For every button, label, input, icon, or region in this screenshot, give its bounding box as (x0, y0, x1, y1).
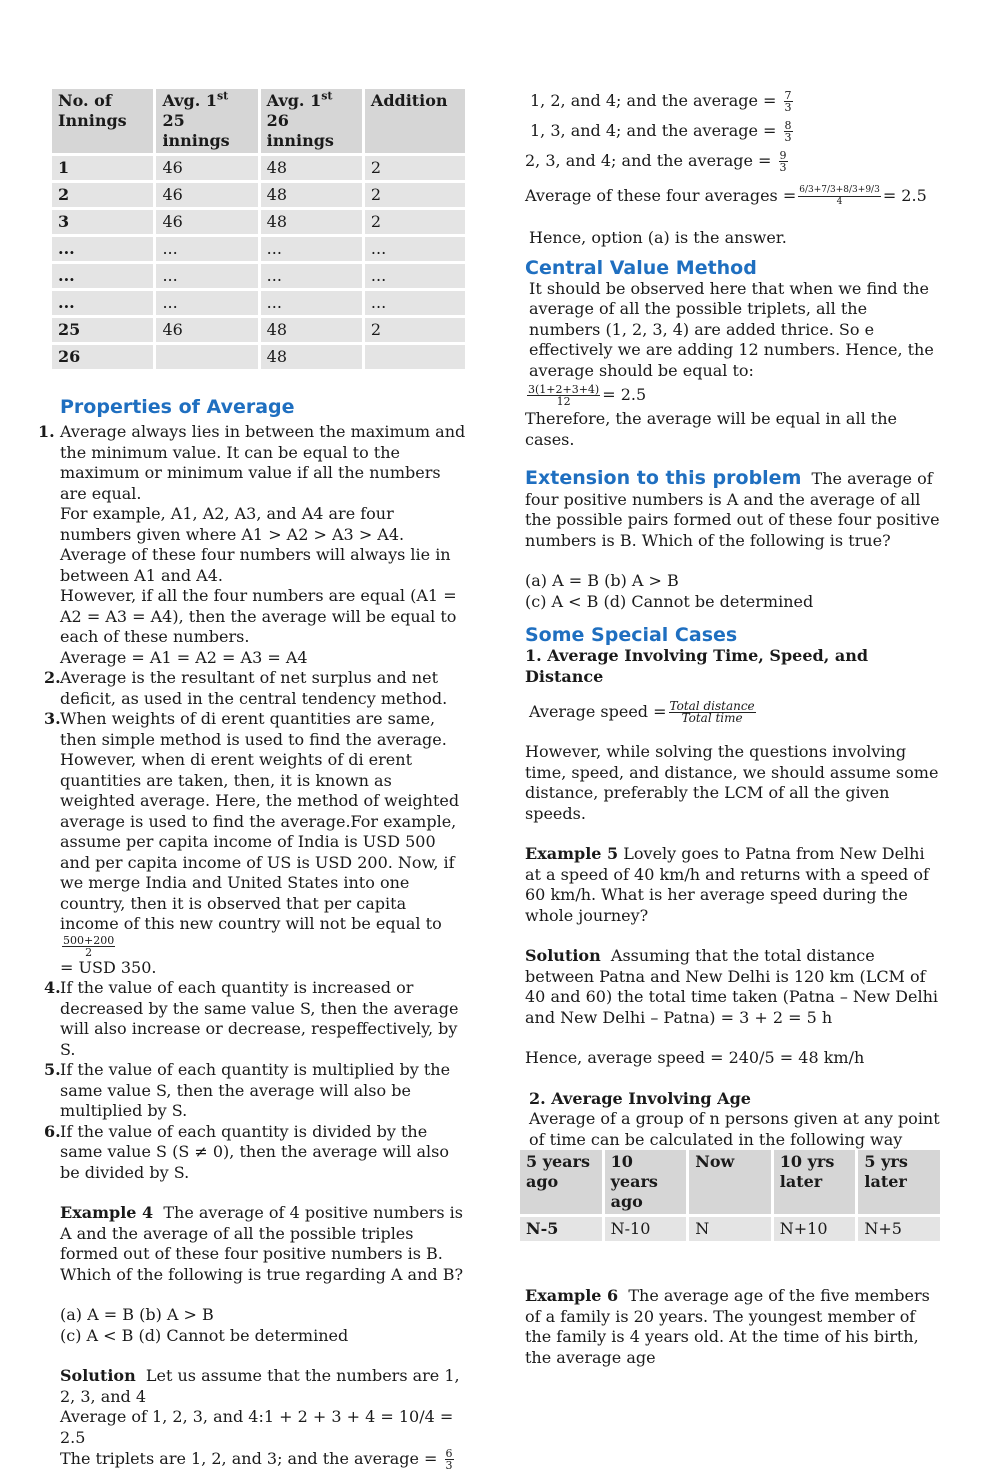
age-cell: N (689, 1217, 771, 1241)
age-cell: N+5 (858, 1217, 940, 1241)
table-cell: ... (156, 291, 257, 315)
property-1-between: Average of these four numbers will always lie in between A1 and A4. (60, 545, 451, 585)
table-row (52, 264, 465, 288)
example-5-solution: Solution Assuming that the total distance between Patna and New Delhi is 120 km (LCM of 40 and 60) the total time taken (Patna – New Delhi and New Delhi – Patna) = 3 + 2 = 5 h (525, 946, 938, 1027)
age-header-5-ago: 5 years ago (520, 1150, 602, 1214)
table-row (52, 237, 465, 261)
table-cell: 48 (261, 210, 362, 234)
speed-fraction: $\frac{\text{Total distance}}{\text{Total time}}$ (669, 699, 755, 725)
property-5: 5. If the value of each quantity is multiplied by the same value S, then the average will also be multiplied by S. (44, 1060, 451, 1120)
age-table-header (520, 1150, 940, 1214)
table-cell: 48 (261, 345, 362, 369)
property-2: 2. Average is the resultant of net surplus and net deficit, as used in the central tendency method. (44, 668, 448, 708)
weighted-fraction: $\frac{500+200}{2}$ (63, 933, 115, 959)
average-speed-formula: Average speed = $\frac{\text{Total distance}}{\text{Total time}}$ (529, 699, 755, 725)
example-4: Example 4 The average of 4 positive numbers is A and the average of all the possible triples formed out of these four positive numbers is B. Which of the following is true regarding A and B? (60, 1203, 464, 1284)
property-6: 6. If the value of each quantity is divided by the same value S (S ≠ 0), then the average will also be divided by S. (44, 1121, 449, 1182)
triplet-line-3: 2, 3, and 4; and the average = $\frac{9}{3}$ (525, 149, 787, 174)
triplet-fraction: $\frac{6}{3}$ (445, 1447, 453, 1472)
table-row (52, 291, 465, 315)
example-5-answer: Hence, average speed = 240/5 = 48 km/h (525, 1048, 865, 1067)
fraction-7-3: $\frac{7}{3}$ (784, 89, 792, 114)
table-row (52, 318, 465, 342)
fraction-9-3: $\frac{9}{3}$ (779, 149, 787, 174)
properties-list (38, 422, 468, 1183)
central-fraction: $\frac{3(1+2+3+4)}{12}$ (528, 383, 600, 408)
table-cell: 1 (52, 156, 153, 180)
table-cell: 2 (365, 156, 465, 180)
example-4-triplet-line: The triplets are 1, 2, and 3; and the average = $\frac{6}{3}$ (60, 1447, 453, 1472)
extension-paragraph: Extension to this problem The average of four positive numbers is A and the average of all the possible pairs formed out of these four positive numbers is B. Which of the following is true? (525, 467, 940, 550)
fraction-8-3: $\frac{8}{3}$ (784, 119, 792, 144)
central-value-conclusion: Therefore, the average will be equal in all the cases. (525, 409, 897, 449)
header-innings: No. of Innings (52, 89, 153, 153)
central-value-heading: Central Value Method (525, 256, 757, 279)
hence-option-a: Hence, option (a) is the answer. (529, 228, 787, 247)
table-cell: 46 (156, 318, 257, 342)
property-1-equal: However, if all the four numbers are equal (A1 = A2 = A3 = A4), then the average will be equal to each of these numbers. (60, 586, 457, 646)
table-cell: ... (156, 237, 257, 261)
property-1-formula: Average = A1 = A2 = A3 = A4 (60, 647, 308, 667)
properties-heading: Properties of Average (60, 396, 295, 418)
table-cell: ... (261, 237, 362, 261)
table-cell: 46 (156, 183, 257, 207)
age-cell: N+10 (774, 1217, 856, 1241)
table-cell: ... (261, 264, 362, 288)
age-cell: N-5 (520, 1217, 602, 1241)
table-cell: ... (261, 291, 362, 315)
table-cell: 25 (52, 318, 153, 342)
table-cell: 3 (52, 210, 153, 234)
table-cell: ... (365, 237, 465, 261)
table-cell: 46 (156, 210, 257, 234)
age-cell: N-10 (605, 1217, 687, 1241)
table-cell: ... (52, 291, 153, 315)
header-addition: Addition (365, 89, 465, 153)
table-cell: ... (365, 291, 465, 315)
table-cell: ... (52, 237, 153, 261)
table-cell: 48 (261, 183, 362, 207)
property-3: 3. When weights of di erent quantities are same, then simple method is used to find the average. However, when di erent weights of di erent quantities are taken, then, it is known as weighted average. Here, the method of weighted average is used to find the average.For example, assume per capita income of India is USD 500 and per capita income of US is USD 200. Now, if we merge India and United States into one country, then it is observed that per capita income of this new country will not be equal to $\frac{500+200}{2}$ (44, 709, 460, 959)
triplet-line-1: 1, 2, and 4; and the average = $\frac{7}{3}$ (530, 89, 792, 114)
age-header-now: Now (689, 1150, 771, 1214)
example-4-average-line: Average of 1, 2, 3, and 4:1 + 2 + 3 + 4 = 10/4 = 2.5 (60, 1407, 454, 1447)
innings-table (49, 86, 468, 372)
table-cell (156, 345, 257, 369)
age-header-10-ago: 10 years ago (605, 1150, 687, 1214)
table-cell: 2 (365, 210, 465, 234)
extension-option-2: (c) A < B (d) Cannot be determined (525, 591, 814, 611)
table-cell: ... (156, 264, 257, 288)
table-cell: ... (52, 264, 153, 288)
table-cell: 48 (261, 318, 362, 342)
table-cell: 48 (261, 156, 362, 180)
four-averages-line: Average of these four averages = $\frac{6/3+7/3+8/3+9/3}{4}$ = 2.5 (525, 185, 927, 207)
table-row (52, 156, 465, 180)
age-header-10-later: 10 yrs later (774, 1150, 856, 1214)
extension-option-1: (a) A = B (b) A > B (525, 571, 679, 590)
header-avg25: Avg. 1st 25 innings (156, 89, 257, 153)
table-row (52, 210, 465, 234)
table-row (52, 183, 465, 207)
central-value-formula: $\frac{3(1+2+3+4)}{12}$ = 2.5 (528, 383, 647, 408)
example-6: Example 6 The average age of the five members of a family is 20 years. The youngest member of the family is 4 years old. At the time of his birth, the average age (525, 1286, 930, 1367)
four-averages-fraction: $\frac{6/3+7/3+8/3+9/3}{4}$ (799, 185, 880, 207)
table-cell: 2 (365, 318, 465, 342)
example-5: Example 5 Lovely goes to Patna from New Delhi at a speed of 40 km/h and returns with a speed of 60 km/h. What is her average speed during the whole journey? (525, 844, 929, 925)
table-cell: 2 (52, 183, 153, 207)
header-avg26: Avg. 1st 26 innings (261, 89, 362, 153)
example-4-option-1: (a) A = B (b) A > B (60, 1305, 214, 1324)
special-case-2-title: 2. Average Involving Age (529, 1088, 751, 1108)
table-header-row (52, 89, 465, 153)
example-4-solution: Solution Let us assume that the numbers are 1, 2, 3, and 4 (60, 1366, 460, 1406)
table-cell: 46 (156, 156, 257, 180)
table-cell: ... (365, 264, 465, 288)
property-4: 4. If the value of each quantity is increased or decreased by the same value S, then the average will also increase or decrease, respeffectively, by S. (44, 978, 459, 1059)
age-header-5-later: 5 yrs later (858, 1150, 940, 1214)
innings-table-body (52, 156, 465, 369)
property-3-result: = USD 350. (60, 957, 157, 977)
example-4-option-2: (c) A < B (d) Cannot be determined (60, 1325, 349, 1345)
special-cases-heading: Some Special Cases (525, 624, 738, 646)
right-column (525, 86, 943, 1368)
special-case-1-title: 1. Average Involving Time, Speed, and Distance (525, 646, 869, 686)
age-table-row (520, 1217, 940, 1241)
left-column (38, 86, 468, 1471)
speed-however: However, while solving the questions involving time, speed, and distance, we should assume some distance, preferably the LCM of all the given speeds. (525, 742, 939, 823)
table-row (52, 345, 465, 369)
property-1: 1. Average always lies in between the maximum and the minimum value. It can be equal to the maximum or minimum value if all the numbers are equal. (38, 422, 466, 503)
property-1-example: For example, A1, A2, A3, and A4 are four numbers given where A1 > A2 > A3 > A4. (60, 504, 405, 544)
central-value-text: It should be observed here that when we find the average of all the possible triplets, all the numbers (1, 2, 3, 4) are added thrice. So e effectively we are adding 12 numbers. Hence, the average should be equal to: (529, 278, 934, 380)
age-table (517, 1147, 943, 1244)
triplet-line-2: 1, 3, and 4; and the average = $\frac{8}{3}$ (530, 119, 792, 144)
table-cell: 26 (52, 345, 153, 369)
age-description: Average of a group of n persons given at any point of time can be calculated in the following way (529, 1109, 940, 1149)
table-cell (365, 345, 465, 369)
table-cell: 2 (365, 183, 465, 207)
